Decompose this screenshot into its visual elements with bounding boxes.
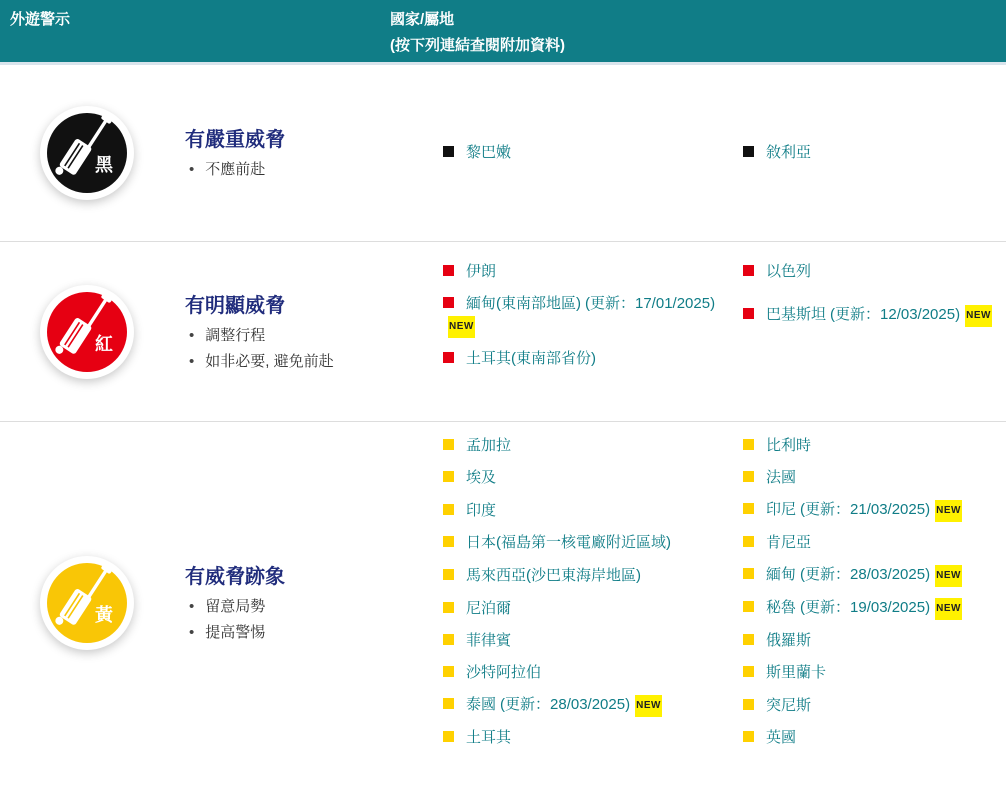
alert-advice-text: 如非必要, 避免前赴 bbox=[205, 352, 334, 370]
country-cell bbox=[743, 625, 1006, 657]
country-cell bbox=[443, 689, 743, 722]
country-update-date[interactable]: (更新：17/01/2025) bbox=[585, 295, 716, 312]
country-cell bbox=[443, 559, 743, 592]
country-table-row bbox=[443, 137, 1006, 169]
alert-advice-item bbox=[185, 594, 423, 620]
alert-advice-item bbox=[185, 323, 423, 349]
alert-rows bbox=[0, 65, 1006, 784]
svg-text:黃: 黃 bbox=[95, 605, 113, 625]
country-cell bbox=[443, 430, 743, 462]
country-link[interactable]: 法國 bbox=[766, 469, 797, 486]
alert-icon-red bbox=[40, 285, 134, 379]
country-cell bbox=[743, 288, 1006, 343]
new-badge: NEW bbox=[935, 598, 962, 620]
alert-advice-item bbox=[185, 349, 423, 375]
alert-level-square-bullet bbox=[743, 471, 754, 482]
country-table-row bbox=[443, 625, 1006, 657]
alert-level-square-bullet bbox=[443, 602, 454, 613]
alert-level-square-bullet bbox=[743, 731, 754, 742]
country-link[interactable]: 比利時 bbox=[766, 437, 812, 454]
country-table-row bbox=[443, 559, 1006, 592]
alert-advice-text: 調整行程 bbox=[205, 326, 266, 344]
country-link[interactable]: 菲律賓 bbox=[466, 632, 512, 649]
bullet-dot-icon: • bbox=[189, 624, 195, 641]
alert-level-square-bullet bbox=[743, 536, 754, 547]
country-link[interactable]: 肯尼亞 bbox=[766, 534, 812, 551]
alert-title: 有明顯威脅 bbox=[185, 294, 285, 317]
alert-level-square-bullet bbox=[443, 634, 454, 645]
alert-advice-item bbox=[185, 157, 423, 183]
alert-titleblock bbox=[185, 560, 443, 646]
alert-level-square-bullet bbox=[443, 297, 454, 308]
country-link[interactable]: 緬甸(東南部地區) bbox=[466, 295, 581, 312]
country-link[interactable]: 土耳其 bbox=[466, 729, 512, 746]
header-alert-column-label: 外遊警示 bbox=[10, 11, 71, 28]
country-cell bbox=[443, 722, 743, 754]
header-country-line1: 國家/屬地 bbox=[390, 11, 455, 28]
country-table-row bbox=[443, 462, 1006, 494]
country-link[interactable]: 印尼 bbox=[766, 501, 797, 518]
alert-level-square-bullet bbox=[443, 536, 454, 547]
country-cell bbox=[743, 256, 1006, 288]
alert-level-square-bullet bbox=[443, 731, 454, 742]
country-table-row bbox=[443, 592, 1006, 625]
country-cell bbox=[443, 462, 743, 494]
country-link[interactable]: 英國 bbox=[766, 729, 797, 746]
alert-level-square-bullet bbox=[743, 634, 754, 645]
country-link[interactable]: 秘魯 bbox=[766, 599, 797, 616]
country-cell bbox=[443, 137, 743, 169]
country-link[interactable]: 沙特阿拉伯 bbox=[466, 664, 542, 681]
country-update-date[interactable]: (更新：19/03/2025) bbox=[800, 599, 931, 616]
country-link[interactable]: 伊朗 bbox=[466, 263, 497, 280]
country-table-row bbox=[443, 527, 1006, 559]
new-badge: NEW bbox=[635, 695, 662, 717]
country-cell bbox=[443, 494, 743, 527]
alert-icon-yellow bbox=[40, 556, 134, 650]
country-link[interactable]: 以色列 bbox=[766, 263, 812, 280]
country-cell bbox=[743, 527, 1006, 559]
bullet-dot-icon: • bbox=[189, 326, 195, 344]
alert-row-red bbox=[0, 241, 1006, 421]
luggage-glyph bbox=[40, 556, 134, 650]
country-cell bbox=[743, 343, 1006, 375]
alert-title: 有威脅跡象 bbox=[185, 566, 285, 588]
alert-level-square-bullet bbox=[443, 439, 454, 450]
country-cell bbox=[443, 288, 743, 343]
country-table-row bbox=[443, 343, 1006, 375]
country-link[interactable]: 巴基斯坦 bbox=[766, 306, 827, 323]
country-list bbox=[443, 137, 1006, 169]
bullet-dot-icon: • bbox=[189, 598, 195, 615]
alert-titleblock bbox=[185, 289, 443, 375]
country-update-date[interactable]: (更新：28/03/2025) bbox=[800, 566, 931, 583]
country-cell bbox=[743, 137, 1006, 169]
country-table bbox=[443, 430, 1006, 754]
country-cell bbox=[443, 625, 743, 657]
alert-level-square-bullet bbox=[743, 601, 754, 612]
country-cell bbox=[443, 592, 743, 625]
country-table-row bbox=[443, 256, 1006, 288]
header-country-column-label bbox=[390, 7, 1006, 62]
alert-level-square-bullet bbox=[443, 698, 454, 709]
alert-icon-black bbox=[40, 106, 134, 200]
luggage-glyph bbox=[40, 285, 134, 379]
alert-level-square-bullet bbox=[443, 352, 454, 363]
country-link[interactable]: 緬甸 bbox=[766, 566, 797, 583]
country-link[interactable]: 泰國 bbox=[466, 696, 497, 713]
alert-level-square-bullet bbox=[743, 308, 754, 319]
alert-level-square-bullet bbox=[743, 666, 754, 677]
country-link[interactable]: 孟加拉 bbox=[466, 437, 512, 454]
luggage-glyph bbox=[40, 106, 134, 200]
country-link[interactable]: 斯里蘭卡 bbox=[766, 664, 827, 681]
alert-level-square-bullet bbox=[743, 265, 754, 276]
bullet-dot-icon: • bbox=[189, 352, 195, 370]
alert-level-square-bullet bbox=[443, 471, 454, 482]
country-link[interactable]: 日本(福島第一核電廠附近區域) bbox=[466, 534, 671, 551]
alert-row-yellow bbox=[0, 421, 1006, 784]
country-cell bbox=[443, 657, 743, 689]
country-cell bbox=[743, 494, 1006, 527]
alert-level-square-bullet bbox=[443, 146, 454, 157]
country-link[interactable]: 土耳其(東南部省份) bbox=[466, 350, 596, 367]
country-link[interactable]: 俄羅斯 bbox=[766, 632, 812, 649]
alert-level-square-bullet bbox=[743, 699, 754, 710]
bullet-dot-icon: • bbox=[189, 161, 195, 178]
country-cell bbox=[443, 343, 743, 375]
country-table-row bbox=[443, 430, 1006, 462]
country-table-row bbox=[443, 494, 1006, 527]
country-link[interactable]: 印度 bbox=[466, 501, 497, 519]
new-badge: NEW bbox=[448, 316, 475, 338]
country-link[interactable]: 敘利亞 bbox=[766, 144, 812, 161]
country-cell bbox=[743, 592, 1006, 625]
alert-row-black bbox=[0, 65, 1006, 241]
country-link[interactable]: 黎巴嫩 bbox=[466, 144, 512, 161]
alert-level-square-bullet bbox=[743, 146, 754, 157]
country-update-date[interactable]: (更新：28/03/2025) bbox=[500, 696, 631, 713]
country-cell bbox=[743, 462, 1006, 494]
country-cell bbox=[743, 722, 1006, 754]
country-cell bbox=[743, 430, 1006, 462]
alert-advice-text: 留意局勢 bbox=[205, 598, 266, 615]
country-table bbox=[443, 137, 1006, 169]
new-badge: NEW bbox=[965, 305, 992, 327]
country-cell bbox=[443, 527, 743, 559]
country-table bbox=[443, 256, 1006, 375]
country-table-row bbox=[443, 657, 1006, 689]
alert-advice-item bbox=[185, 620, 423, 646]
country-list bbox=[443, 422, 1006, 784]
country-cell bbox=[743, 657, 1006, 689]
alert-advice-text: 提高警惕 bbox=[205, 624, 266, 641]
alert-level-square-bullet bbox=[743, 503, 754, 514]
country-link[interactable]: 突尼斯 bbox=[766, 696, 812, 714]
alert-titleblock bbox=[185, 123, 443, 183]
header-country-line2: (按下列連結查閱附加資料) bbox=[390, 37, 565, 54]
table-header bbox=[0, 0, 1006, 65]
alert-advice-text: 不應前赴 bbox=[205, 161, 266, 178]
alert-level-square-bullet bbox=[443, 265, 454, 276]
country-update-date[interactable]: (更新：12/03/2025) bbox=[830, 306, 961, 323]
alert-level-square-bullet bbox=[443, 666, 454, 677]
country-cell bbox=[743, 559, 1006, 592]
country-table-row bbox=[443, 288, 1006, 343]
country-update-date[interactable]: (更新：21/03/2025) bbox=[800, 501, 931, 518]
alert-title: 有嚴重威脅 bbox=[185, 129, 285, 151]
country-link[interactable]: 馬來西亞(沙巴東海岸地區) bbox=[466, 566, 641, 584]
country-cell bbox=[443, 256, 743, 288]
alert-level-square-bullet bbox=[743, 439, 754, 450]
svg-text:紅: 紅 bbox=[95, 333, 113, 354]
alert-level-square-bullet bbox=[743, 568, 754, 579]
country-cell bbox=[743, 689, 1006, 722]
country-table-row bbox=[443, 722, 1006, 754]
new-badge: NEW bbox=[935, 565, 962, 587]
alert-level-square-bullet bbox=[443, 504, 454, 515]
country-table-row bbox=[443, 689, 1006, 722]
svg-text:黑: 黑 bbox=[95, 155, 113, 175]
country-list bbox=[443, 242, 1006, 421]
alert-level-square-bullet bbox=[443, 569, 454, 580]
new-badge: NEW bbox=[935, 500, 962, 522]
country-link[interactable]: 尼泊爾 bbox=[466, 599, 512, 617]
country-link[interactable]: 埃及 bbox=[466, 469, 497, 486]
